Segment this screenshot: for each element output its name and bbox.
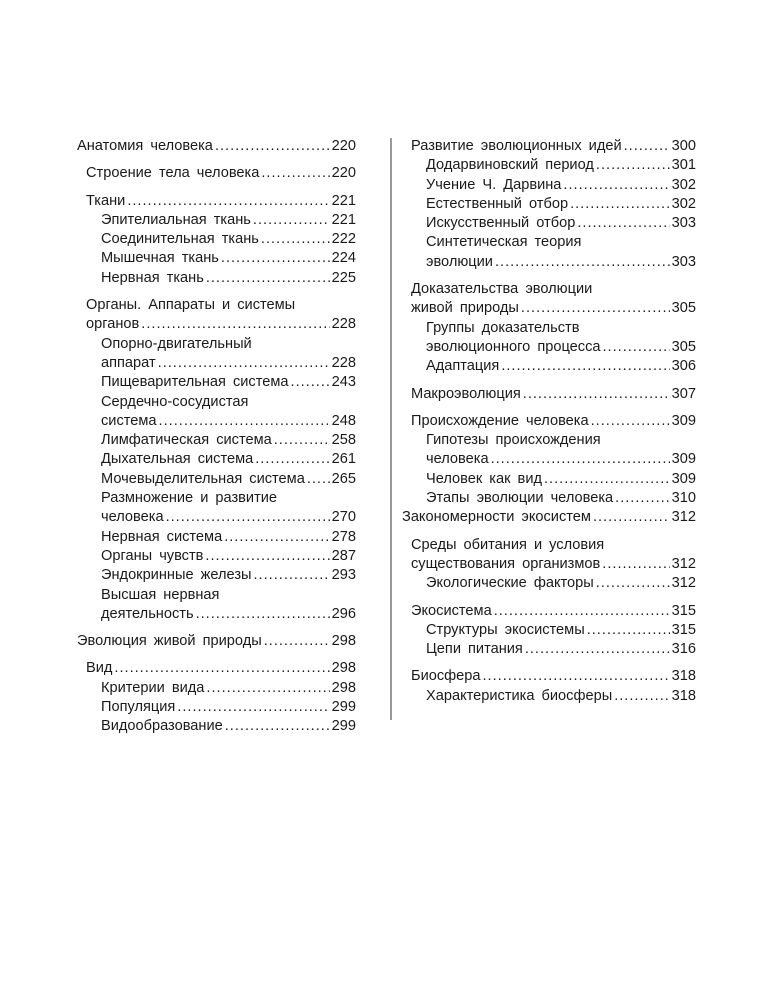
dot-leader — [596, 574, 670, 593]
toc-entry-title: Пищеварительная система — [101, 374, 289, 391]
toc-page-number: 318 — [671, 668, 696, 685]
toc-entry-row — [86, 315, 356, 334]
toc-entry-title: существования организмов — [411, 555, 601, 572]
toc-entry — [77, 632, 356, 651]
toc-entry-row — [426, 470, 696, 489]
toc-page-number: 278 — [331, 528, 356, 545]
toc-entry-title: человека — [426, 451, 489, 468]
toc-page-number: 293 — [331, 567, 356, 584]
dot-leader — [491, 450, 670, 469]
toc-entry-title: Цепи питания — [426, 641, 523, 658]
dot-leader — [141, 315, 329, 334]
toc-entry — [77, 717, 356, 736]
dot-leader — [593, 508, 670, 527]
dot-leader — [166, 508, 330, 527]
toc-entry — [402, 431, 696, 470]
dot-leader — [615, 489, 670, 508]
toc-page-number: 287 — [331, 547, 356, 564]
toc-entry-title: Дыхательная система — [101, 451, 254, 468]
toc-page-number: 316 — [671, 641, 696, 658]
toc-entry-row — [86, 192, 356, 211]
dot-leader — [602, 555, 669, 574]
toc-entry — [77, 249, 356, 268]
toc-page-number: 318 — [671, 687, 696, 704]
toc-page-number: 306 — [671, 358, 696, 375]
toc-entry-title-line: Сердечно-сосудистая — [101, 393, 249, 410]
dot-leader — [224, 528, 329, 547]
toc-entry-title: аппарат — [101, 354, 156, 371]
toc-page-number: 307 — [671, 385, 696, 402]
toc-page-number: 222 — [331, 231, 356, 248]
toc-entry-row — [101, 354, 356, 373]
toc-page-number: 228 — [331, 316, 356, 333]
dot-leader — [596, 156, 670, 175]
dot-leader — [274, 431, 330, 450]
toc-entry — [77, 393, 356, 432]
toc-left-column — [77, 137, 356, 737]
toc-entry — [77, 659, 356, 678]
dot-leader — [264, 632, 330, 651]
toc-entry — [402, 357, 696, 376]
toc-entry — [77, 431, 356, 450]
toc-entry-title-line: Органы. Аппараты и системы — [86, 297, 296, 314]
dot-leader — [501, 357, 669, 376]
dot-leader — [587, 621, 670, 640]
toc-page-number: 299 — [331, 699, 356, 716]
toc-page-number: 310 — [671, 490, 696, 507]
toc-page-number: 228 — [331, 354, 356, 371]
toc-entry-row — [77, 137, 356, 156]
toc-entry-title-line: Доказательства эволюции — [411, 281, 593, 298]
toc-entry — [77, 586, 356, 625]
toc-entry-title: человека — [101, 509, 164, 526]
toc-entry — [402, 319, 696, 358]
toc-entry — [402, 137, 696, 156]
toc-page-number: 243 — [331, 374, 356, 391]
toc-entry — [402, 195, 696, 214]
toc-entry-row — [411, 385, 696, 404]
dot-leader — [591, 412, 670, 431]
toc-entry-title: Органы чувств — [101, 547, 204, 564]
toc-page-number: 315 — [671, 602, 696, 619]
toc-entry-title: Вид — [86, 660, 113, 677]
toc-entry-row — [101, 269, 356, 288]
toc-entry-title: Нервная система — [101, 528, 223, 545]
toc-entry — [402, 156, 696, 175]
toc-entry-title-line: Размножение и развитие — [101, 490, 278, 507]
toc-entry-row — [101, 528, 356, 547]
toc-entry-row — [77, 632, 356, 651]
toc-entry-row — [426, 156, 696, 175]
dot-leader — [544, 470, 670, 489]
toc-entry-row — [426, 450, 696, 469]
toc-entry-row — [411, 299, 696, 318]
toc-entry-title: эволюционного процесса — [426, 338, 601, 355]
toc-entry-title-line: Среды обитания и условия — [411, 536, 605, 553]
toc-entry-title: Мочевыделительная система — [101, 470, 305, 487]
toc-entry-title: Анатомия человека — [77, 138, 213, 154]
toc-entry-title: Видообразование — [101, 718, 223, 735]
toc-entry-row — [101, 230, 356, 249]
toc-entry — [77, 164, 356, 183]
toc-entry-title: Мышечная ткань — [101, 250, 219, 267]
toc-entry-row — [411, 555, 696, 574]
dot-leader — [114, 659, 329, 678]
toc-page-number: 302 — [671, 195, 696, 212]
toc-entry-title-line: Гипотезы происхождения — [426, 432, 601, 449]
toc-entry — [402, 667, 696, 686]
toc-entry-row — [101, 717, 356, 736]
dot-leader — [307, 470, 330, 489]
dot-leader — [255, 450, 329, 469]
toc-entry-title-line: Группы доказательств — [426, 319, 580, 336]
toc-entry-title: Макроэволюция — [411, 385, 521, 402]
toc-entry-row — [101, 373, 356, 392]
toc-entry-title: Ткани — [86, 192, 126, 209]
dot-leader — [577, 214, 669, 233]
toc-entry-title: Популяция — [101, 699, 176, 716]
toc-page-number: 265 — [331, 470, 356, 487]
dot-leader — [494, 602, 670, 621]
toc-entry-title: Соединительная ткань — [101, 231, 259, 248]
toc-entry-title: Адаптация — [426, 358, 500, 375]
toc-entry-row — [426, 176, 696, 195]
toc-entry-row — [86, 164, 356, 183]
toc-entry-title: Происхождение человека — [411, 412, 589, 429]
toc-entry — [402, 412, 696, 431]
dot-leader — [205, 547, 329, 566]
toc-entry-title: Человек как вид — [426, 470, 542, 487]
dot-leader — [624, 137, 670, 156]
toc-entry-title: Додарвиновский период — [426, 157, 594, 174]
toc-page-number: 299 — [331, 718, 356, 735]
toc-page-number: 309 — [671, 470, 696, 487]
toc-entry-title: эволюции — [426, 253, 493, 270]
toc-entry-row — [101, 698, 356, 717]
toc-entry-row — [101, 412, 356, 431]
toc-page-number: 309 — [671, 412, 696, 429]
dot-leader — [261, 164, 329, 183]
dot-leader — [570, 195, 670, 214]
toc-page-number: 312 — [671, 575, 696, 592]
toc-entry-row — [101, 249, 356, 268]
dot-leader — [521, 299, 670, 318]
toc-entry-row — [101, 470, 356, 489]
toc-entry-row — [101, 450, 356, 469]
toc-entry-row — [101, 547, 356, 566]
toc-entry-row — [86, 659, 356, 678]
toc-entry — [77, 192, 356, 211]
toc-entry — [402, 470, 696, 489]
toc-page-number: 312 — [671, 509, 696, 526]
toc-entry-title: Развитие эволюционных идей — [411, 138, 622, 154]
toc-entry — [77, 679, 356, 698]
dot-leader — [221, 249, 330, 268]
dot-leader — [291, 373, 330, 392]
toc-entry-title: Лимфатическая система — [101, 432, 272, 449]
toc-entry — [402, 602, 696, 621]
toc-page-number: 221 — [331, 211, 356, 228]
toc-entry — [402, 280, 696, 319]
toc-page-number: 296 — [331, 605, 356, 622]
toc-entry-row — [426, 489, 696, 508]
dot-leader — [563, 176, 669, 195]
toc-entry-row — [426, 195, 696, 214]
column-divider — [390, 138, 392, 720]
toc-page-number: 298 — [331, 633, 356, 650]
dot-leader — [206, 269, 330, 288]
toc-entry-title: Экосистема — [411, 602, 492, 619]
toc-page-number: 303 — [671, 215, 696, 232]
toc-page-number: 270 — [331, 509, 356, 526]
toc-entry — [77, 296, 356, 335]
toc-entry — [402, 536, 696, 575]
toc-entry — [402, 489, 696, 508]
toc-entry-row — [411, 137, 696, 156]
toc-entry — [77, 566, 356, 585]
dot-leader — [602, 338, 669, 357]
dot-leader — [254, 566, 330, 585]
toc-entry-title: Экологические факторы — [426, 575, 594, 592]
toc-entry — [77, 137, 356, 156]
toc-page-number: 305 — [671, 300, 696, 317]
toc-entry — [77, 269, 356, 288]
toc-entry — [77, 547, 356, 566]
toc-entry-row — [101, 508, 356, 527]
dot-leader — [206, 679, 329, 698]
toc-entry-row — [426, 357, 696, 376]
toc-entry-title: органов — [86, 316, 140, 333]
toc-entry-title: Характеристика биосферы — [426, 687, 613, 704]
toc-entry-row — [426, 253, 696, 272]
toc-entry-title: Строение тела человека — [86, 165, 260, 182]
toc-entry-title: Закономерности экосистем — [402, 509, 591, 526]
toc-entry-row — [101, 566, 356, 585]
toc-entry — [77, 698, 356, 717]
toc-page-number: 221 — [331, 192, 356, 209]
dot-leader — [127, 192, 329, 211]
dot-leader — [215, 137, 330, 156]
toc-entry-title: Эволюция живой природы — [77, 633, 262, 650]
toc-entry — [77, 450, 356, 469]
toc-entry-title: Естественный отбор — [426, 195, 569, 212]
toc-page-number: 302 — [671, 176, 696, 193]
toc-entry — [77, 489, 356, 528]
dot-leader — [614, 687, 669, 706]
toc-entry-title: Биосфера — [411, 668, 481, 685]
toc-entry-title: Структуры экосистемы — [426, 621, 585, 638]
toc-entry-title: Критерии вида — [101, 679, 205, 696]
toc-entry-row — [426, 687, 696, 706]
dot-leader — [253, 211, 330, 230]
toc-entry — [402, 574, 696, 593]
toc-entry — [77, 470, 356, 489]
toc-page-number: 220 — [331, 138, 356, 154]
toc-entry — [402, 508, 696, 527]
toc-page-number: 248 — [331, 412, 356, 429]
toc-entry-row — [411, 602, 696, 621]
dot-leader — [483, 667, 670, 686]
toc-entry — [402, 385, 696, 404]
toc-entry-title-line: Опорно-двигательный — [101, 335, 252, 352]
toc-page-number: 301 — [671, 157, 696, 174]
toc-entry-row — [101, 679, 356, 698]
toc-page-number: 300 — [671, 138, 696, 154]
toc-entry-row — [411, 412, 696, 431]
toc-entry-title: Эпителиальная ткань — [101, 211, 251, 228]
toc-entry — [402, 176, 696, 195]
toc-page-number: 298 — [331, 660, 356, 677]
toc-entry — [77, 528, 356, 547]
toc-entry-title: Искусственный отбор — [426, 215, 576, 232]
toc-entry-row — [402, 508, 696, 527]
toc-page-number: 224 — [331, 250, 356, 267]
toc-entry-title: Этапы эволюции человека — [426, 490, 614, 507]
toc-right-column — [402, 137, 696, 706]
toc-page-number: 309 — [671, 451, 696, 468]
dot-leader — [177, 698, 329, 717]
toc-entry-row — [426, 640, 696, 659]
toc-entry-row — [101, 211, 356, 230]
toc-page-number: 312 — [671, 555, 696, 572]
toc-entry-row — [426, 214, 696, 233]
dot-leader — [261, 230, 330, 249]
toc-entry-row — [426, 338, 696, 357]
toc-page-number: 298 — [331, 679, 356, 696]
toc-entry-row — [426, 574, 696, 593]
toc-entry — [402, 640, 696, 659]
dot-leader — [159, 412, 330, 431]
toc-entry-title: Учение Ч. Дарвина — [426, 176, 562, 193]
dot-leader — [225, 717, 330, 736]
toc-entry — [77, 211, 356, 230]
dot-leader — [196, 605, 330, 624]
toc-entry-title: Эндокринные железы — [101, 567, 252, 584]
toc-entry — [402, 621, 696, 640]
toc-entry-title: деятельность — [101, 605, 194, 622]
toc-entry-row — [101, 605, 356, 624]
toc-entry-title: система — [101, 412, 157, 429]
toc-page-number: 261 — [331, 451, 356, 468]
dot-leader — [523, 385, 670, 404]
toc-entry-row — [426, 621, 696, 640]
toc-page-number: 220 — [331, 165, 356, 182]
toc-entry — [402, 233, 696, 272]
toc-page-number: 315 — [671, 621, 696, 638]
toc-entry-title: живой природы — [411, 300, 519, 317]
toc-entry-title-line: Высшая нервная — [101, 586, 220, 603]
toc-entry-row — [411, 667, 696, 686]
toc-page-number: 258 — [331, 432, 356, 449]
toc-page-number: 225 — [331, 269, 356, 286]
toc-entry-title-line: Синтетическая теория — [426, 234, 582, 251]
toc-entry — [402, 687, 696, 706]
toc-entry-title: Нервная ткань — [101, 269, 204, 286]
toc-entry-row — [101, 431, 356, 450]
toc-entry — [402, 214, 696, 233]
toc-entry — [77, 373, 356, 392]
dot-leader — [158, 354, 330, 373]
dot-leader — [495, 253, 670, 272]
toc-page-number: 303 — [671, 253, 696, 270]
toc-entry — [77, 230, 356, 249]
dot-leader — [525, 640, 670, 659]
toc-page-number: 305 — [671, 338, 696, 355]
toc-entry — [77, 335, 356, 374]
